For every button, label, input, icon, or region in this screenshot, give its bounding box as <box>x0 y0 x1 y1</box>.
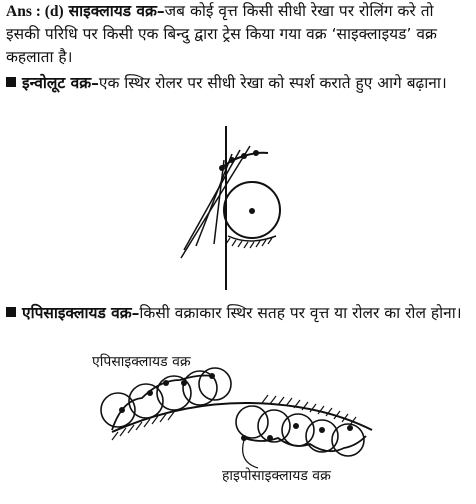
hypocycloid-figure-label: हाइपोसाइक्लायड वक्र <box>222 468 331 484</box>
cycloid-definition: जब कोई वृत्त किसी सीधी रेखा पर रोलिंग करे तो इसकी परिधि पर किसी एक बिन्दु द्वारा ट्रेस किया गया वक्र ‘साइक्लाइयड’ वक्र कहलाता है। <box>6 2 437 66</box>
involute-definition: एक स्थिर रोलर पर सीधी रेखा को स्पर्श कराते हुए आगे बढ़ाना। <box>98 74 447 92</box>
epicycloid-definition: किसी वक्राकार स्थिर सतह पर वृत्त या रोलर का रोल होना। <box>139 304 462 322</box>
epicycloid-figure-label: एपिसाइक्लायड वक्र <box>92 354 191 370</box>
cycloid-term: साइक्लायड वक्र– <box>68 2 165 20</box>
epicycloid-term: एपिसाइक्लायड वक्र– <box>22 304 140 322</box>
answer-label: Ans : (d) <box>6 3 64 20</box>
involute-term: इन्वोलूट वक्र– <box>22 74 99 92</box>
